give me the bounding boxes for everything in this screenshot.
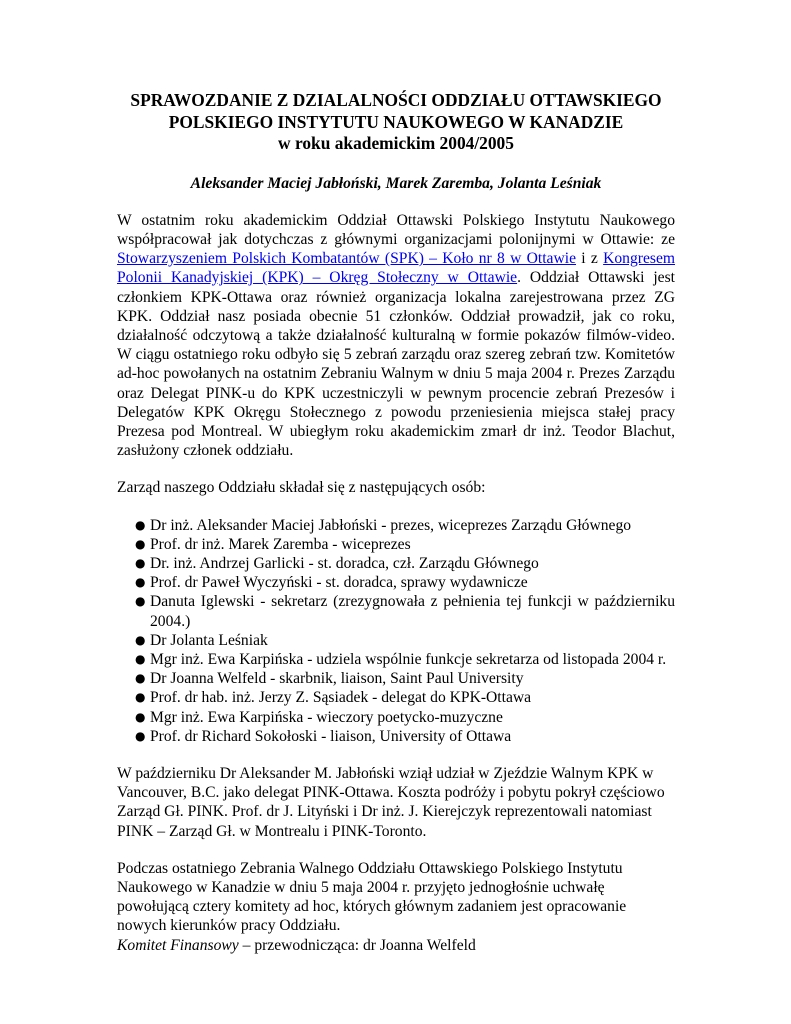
paragraph-line: Podczas ostatniego Zebrania Walnego Oddziału Ottawskiego Polskiego Instytutu bbox=[117, 859, 623, 877]
list-item bbox=[135, 669, 675, 688]
paragraph-line: PINK – Zarząd Gł. w Montrealu i PINK-Toronto. bbox=[117, 822, 427, 840]
list-item-text: Dr Jolanta Leśniak bbox=[150, 631, 268, 649]
title-line-1: SPRAWOZDANIE Z DZIALALNOŚCI ODDZIAŁU OTTAWSKIEGO bbox=[130, 90, 662, 110]
authors: Aleksander Maciej Jabłoński, Marek Zaremba, Jolanta Leśniak bbox=[190, 174, 602, 192]
list-item-text: Danuta Iglewski - sekretarz (zrezygnowała z pełnienia tej funkcji w październiku 2004.) bbox=[150, 593, 675, 630]
paragraph-line: powołującą cztery komitety ad hoc, których głównym zadaniem jest opracowanie bbox=[117, 898, 627, 916]
list-item bbox=[135, 650, 675, 669]
list-item-text: Dr Joanna Welfeld - skarbnik, liaison, Saint Paul University bbox=[150, 670, 524, 688]
list-item-text: Prof. dr Richard Sokołoski - liaison, University of Ottawa bbox=[150, 727, 512, 745]
bullet-icon: ● bbox=[135, 575, 146, 590]
title-line-3: w roku akademickim 2004/2005 bbox=[278, 133, 514, 153]
board-intro: Zarząd naszego Oddziału składał się z następujących osób: bbox=[117, 479, 486, 497]
list-item-text: Prof. dr hab. inż. Jerzy Z. Sąsiadek - delegat do KPK-Ottawa bbox=[150, 689, 532, 707]
paragraph-line: nowych kierunków pracy Oddziału. bbox=[117, 917, 341, 935]
list-item bbox=[135, 592, 675, 630]
intro-text-3: . Oddział Ottawski jest członkiem KPK-Ottawa oraz również organizacja lokalna zarejestrowana przez ZG KPK. Oddział nasz posiada obecnie 51 członków. Oddział prowadził, jak co roku, działalność odczytową a także działalność kulturalną w formie pokazów filmów-video. W ciągu ostatniego roku odbyło się 5 zebrań zarządu oraz szereg zebrań tzw. Komitetów ad-hoc powołanych na ostatnim Zebraniu Walnym w dniu 5 maja 2004 r. Prezes Zarządu oraz Delegat PINK-u do KPK uczestniczyli w pewnym procencie zebrań Prezesów i Delegatów KPK Okręgu Stołecznego z powodu przeniesienia miejsca stałej pracy Prezesa pod Montreal. W ubiegłym roku akademickim zmarł dr inż. Teodor Blachut, zasłużony członek oddziału. bbox=[117, 269, 676, 460]
list-item bbox=[135, 535, 675, 554]
spk-link[interactable]: Stowarzyszeniem Polskich Kombatantów (SPK) – Koło nr 8 w Ottawie bbox=[117, 250, 576, 268]
october-paragraph bbox=[117, 764, 675, 841]
list-item-text: Prof. dr Paweł Wyczyński - st. doradca, sprawy wydawnicze bbox=[150, 574, 528, 592]
bullet-icon: ● bbox=[135, 632, 146, 647]
paragraph-line: Zarząd Gł. PINK. Prof. dr J. Lityński i Dr inż. J. Kierejczyk reprezentowali natomiast bbox=[117, 803, 652, 821]
paragraph-line: W październiku Dr Aleksander M. Jabłoński wziął udział w Zjeździe Walnym KPK w bbox=[117, 764, 654, 782]
bullet-icon: ● bbox=[135, 517, 146, 532]
list-item-text: Mgr inż. Ewa Karpińska - udziela wspólnie funkcje sekretarza od listopada 2004 r. bbox=[150, 650, 667, 668]
list-item bbox=[135, 516, 675, 535]
committee-name: Komitet Finansowy bbox=[117, 936, 239, 954]
intro-paragraph bbox=[117, 211, 675, 461]
bullet-icon: ● bbox=[135, 671, 146, 686]
committee-chair: – przewodnicząca: dr Joanna Welfeld bbox=[238, 936, 476, 954]
list-item bbox=[135, 573, 675, 592]
list-item-text: Dr inż. Aleksander Maciej Jabłoński - prezes, wiceprezes Zarządu Głównego bbox=[150, 516, 632, 534]
list-item-text: Prof. dr inż. Marek Zaremba - wiceprezes bbox=[150, 535, 411, 553]
intro-text-2: i z bbox=[576, 250, 604, 268]
bullet-icon: ● bbox=[135, 651, 146, 666]
document-page bbox=[117, 90, 675, 955]
bullet-icon: ● bbox=[135, 536, 146, 551]
list-item-text: Dr. inż. Andrzej Garlicki - st. doradca, czł. Zarządu Głównego bbox=[150, 554, 539, 572]
bullet-icon: ● bbox=[135, 594, 146, 609]
list-item bbox=[135, 688, 675, 707]
list-item-text: Mgr inż. Ewa Karpińska - wieczory poetycko-muzyczne bbox=[150, 708, 503, 726]
meeting-paragraph bbox=[117, 859, 675, 955]
list-item bbox=[135, 727, 675, 746]
kpk-link[interactable]: Kongresem Polonii Kanadyjskiej (KPK) – Okręg Stołeczny w Ottawie bbox=[117, 250, 675, 287]
list-item bbox=[135, 708, 675, 727]
list-item bbox=[135, 554, 675, 573]
intro-text-1: W ostatnim roku akademickim Oddział Ottawski Polskiego Instytutu Naukowego współpracował jak dotychczas z głównymi organizacjami polonijnymi w Ottawie: ze bbox=[117, 211, 675, 248]
bullet-icon: ● bbox=[135, 690, 146, 705]
paragraph-line: Naukowego w Kanadzie w dniu 5 maja 2004 r. przyjęto jednogłośnie uchwałę bbox=[117, 879, 605, 896]
document-title bbox=[117, 90, 675, 155]
paragraph-line: Vancouver, B.C. jako delegat PINK-Ottawa. Koszta podróży i pobytu pokrył częściowo bbox=[117, 784, 665, 802]
bullet-icon: ● bbox=[135, 728, 146, 743]
bullet-icon: ● bbox=[135, 555, 146, 570]
title-line-2: POLSKIEGO INSTYTUTU NAUKOWEGO W KANADZIE bbox=[168, 111, 624, 132]
list-item bbox=[135, 631, 675, 650]
bullet-icon: ● bbox=[135, 709, 146, 724]
board-list bbox=[135, 516, 675, 746]
